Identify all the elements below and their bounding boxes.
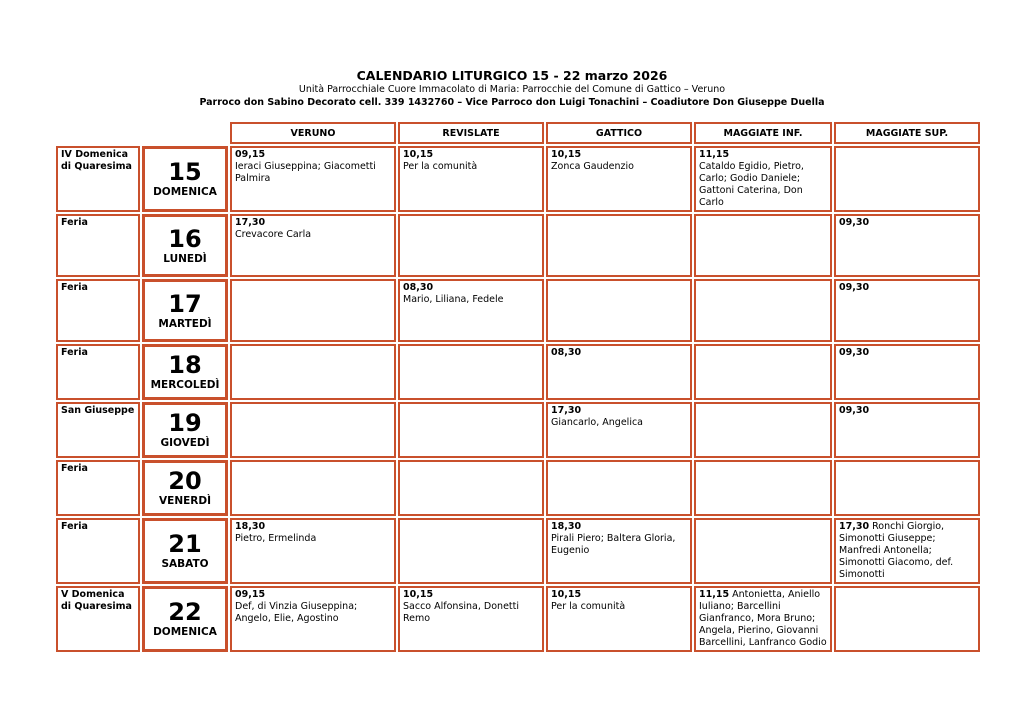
mass-cell [230, 460, 396, 516]
mass-time: 17,30 [839, 521, 870, 532]
date-cell [142, 518, 228, 584]
mass-intentions: Mario, Liliana, Fedele [403, 294, 504, 305]
mass-intentions: Def, di Vinzia Giuseppina; Angelo, Elie, Agostino [235, 601, 358, 624]
mass-cell [398, 586, 544, 652]
mass-intentions: Zonca Gaudenzio [551, 161, 634, 172]
blank-cell [56, 122, 140, 144]
weekday-name: DOMENICA [153, 626, 217, 638]
mass-cell [230, 214, 396, 277]
mass-cell [834, 214, 980, 277]
mass-cell [546, 460, 692, 516]
mass-cell [398, 214, 544, 277]
mass-cell [546, 214, 692, 277]
weekday-name: SABATO [161, 558, 209, 570]
mass-intentions: Antonietta, Aniello Iuliano; Barcellini Gianfranco, Mora Bruno; Angela, Pierino, Giovanni Barcellini, Lanfranco Godio [699, 589, 827, 648]
weekday-name: MERCOLEDÌ [150, 379, 220, 391]
mass-intentions: Crevacore Carla [235, 229, 312, 240]
mass-intentions: Pietro, Ermelinda [235, 533, 317, 544]
liturgical-label: Feria [56, 460, 140, 516]
mass-time: 17,30 [235, 217, 266, 228]
mass-time: 10,15 [551, 149, 582, 160]
column-header: REVISLATE [398, 122, 544, 144]
mass-cell [546, 586, 692, 652]
mass-time: 09,15 [235, 589, 266, 600]
mass-cell [834, 146, 980, 212]
mass-intentions: Giancarlo, Angelica [551, 417, 644, 428]
liturgical-label: Feria [56, 344, 140, 400]
mass-intentions: Ronchi Giorgio, Simonotti Giuseppe; Manfredi Antonella; Simonotti Giacomo, def. Simonotti [839, 521, 954, 580]
mass-cell [694, 402, 832, 458]
mass-cell [230, 518, 396, 584]
date-cell [142, 586, 228, 652]
mass-intentions: Cataldo Egidio, Pietro, Carlo; Godio Daniele; Gattoni Caterina, Don Carlo [699, 161, 804, 208]
clergy-line: Parroco don Sabino Decorato cell. 339 1432760 – Vice Parroco don Luigi Tonachini – Coadiutore Don Giuseppe Duella [199, 97, 825, 108]
column-header: MAGGIATE SUP. [834, 122, 980, 144]
mass-cell [398, 279, 544, 342]
weekday-name: DOMENICA [153, 186, 217, 198]
mass-cell [546, 402, 692, 458]
mass-cell [398, 518, 544, 584]
page-subtitle: Unità Parrocchiale Cuore Immacolato di Maria: Parrocchie del Comune di Gattico – Veruno [298, 84, 726, 95]
page-title: CALENDARIO LITURGICO 15 - 22 marzo 2026 [356, 68, 668, 83]
mass-time: 09,30 [839, 282, 870, 293]
header-row [56, 122, 980, 144]
day-row [56, 460, 980, 516]
date-cell [142, 279, 228, 342]
mass-time: 18,30 [551, 521, 582, 532]
day-row [56, 586, 980, 652]
day-number: 20 [168, 467, 202, 495]
mass-cell [834, 279, 980, 342]
mass-cell [834, 402, 980, 458]
liturgical-label: San Giuseppe [56, 402, 140, 458]
day-number: 21 [168, 530, 202, 558]
mass-cell [230, 586, 396, 652]
mass-cell [694, 146, 832, 212]
mass-cell [834, 586, 980, 652]
mass-cell [694, 586, 832, 652]
mass-cell [694, 279, 832, 342]
mass-intentions: Pirali Piero; Baltera Gloria, Eugenio [551, 533, 676, 556]
mass-time: 10,15 [403, 589, 434, 600]
day-number: 15 [168, 158, 202, 186]
mass-time: 09,15 [235, 149, 266, 160]
mass-time: 08,30 [551, 347, 582, 358]
weekday-name: MARTEDÌ [158, 317, 212, 330]
date-cell [142, 402, 228, 458]
day-number: 17 [168, 289, 202, 318]
mass-intentions: Per la comunità [403, 161, 478, 172]
liturgical-label: IV Domenica di Quaresima [56, 146, 140, 212]
mass-time: 11,15 [699, 149, 730, 160]
mass-cell [230, 279, 396, 342]
blank-cell [142, 122, 228, 144]
day-number: 19 [168, 409, 202, 437]
weekday-name: GIOVEDÌ [160, 437, 210, 449]
mass-time: 10,15 [403, 149, 434, 160]
mass-cell [546, 344, 692, 400]
mass-time: 11,15 [699, 589, 730, 600]
mass-cell [398, 344, 544, 400]
date-cell [142, 344, 228, 400]
mass-time: 08,30 [403, 282, 434, 293]
mass-cell [834, 518, 980, 584]
mass-time: 10,15 [551, 589, 582, 600]
mass-cell [546, 279, 692, 342]
day-row [56, 279, 980, 342]
mass-cell [398, 460, 544, 516]
day-row [56, 214, 980, 277]
mass-time: 18,30 [235, 521, 266, 532]
column-header: GATTICO [546, 122, 692, 144]
mass-cell [398, 402, 544, 458]
liturgical-calendar-table [54, 120, 982, 654]
day-row [56, 518, 980, 584]
mass-cell [398, 146, 544, 212]
mass-time: 17,30 [551, 405, 582, 416]
mass-intentions: Sacco Alfonsina, Donetti Remo [403, 601, 519, 624]
weekday-name: VENERDÌ [159, 495, 211, 507]
liturgical-label: V Domenica di Quaresima [56, 586, 140, 652]
date-cell [142, 214, 228, 277]
column-header: VERUNO [230, 122, 396, 144]
liturgical-label: Feria [56, 518, 140, 584]
date-cell [142, 460, 228, 516]
column-header: MAGGIATE INF. [694, 122, 832, 144]
weekday-name: LUNEDÌ [163, 252, 207, 265]
mass-time: 09,30 [839, 217, 870, 228]
document-header [0, 68, 1024, 110]
mass-cell [694, 214, 832, 277]
mass-cell [546, 146, 692, 212]
mass-cell [834, 344, 980, 400]
day-number: 16 [168, 224, 202, 253]
day-number: 18 [168, 351, 202, 379]
mass-cell [694, 518, 832, 584]
day-row [56, 402, 980, 458]
mass-cell [230, 402, 396, 458]
mass-intentions: Ieraci Giuseppina; Giacometti Palmira [235, 161, 376, 184]
day-row [56, 146, 980, 212]
mass-cell [230, 344, 396, 400]
day-row [56, 344, 980, 400]
mass-cell [694, 344, 832, 400]
liturgical-label: Feria [56, 279, 140, 342]
mass-cell [694, 460, 832, 516]
mass-cell [834, 460, 980, 516]
day-number: 22 [168, 598, 202, 626]
date-cell [142, 146, 228, 212]
mass-cell [230, 146, 396, 212]
liturgical-label: Feria [56, 214, 140, 277]
mass-time: 09,30 [839, 347, 870, 358]
mass-time: 09,30 [839, 405, 870, 416]
mass-cell [546, 518, 692, 584]
mass-intentions: Per la comunità [551, 601, 626, 612]
